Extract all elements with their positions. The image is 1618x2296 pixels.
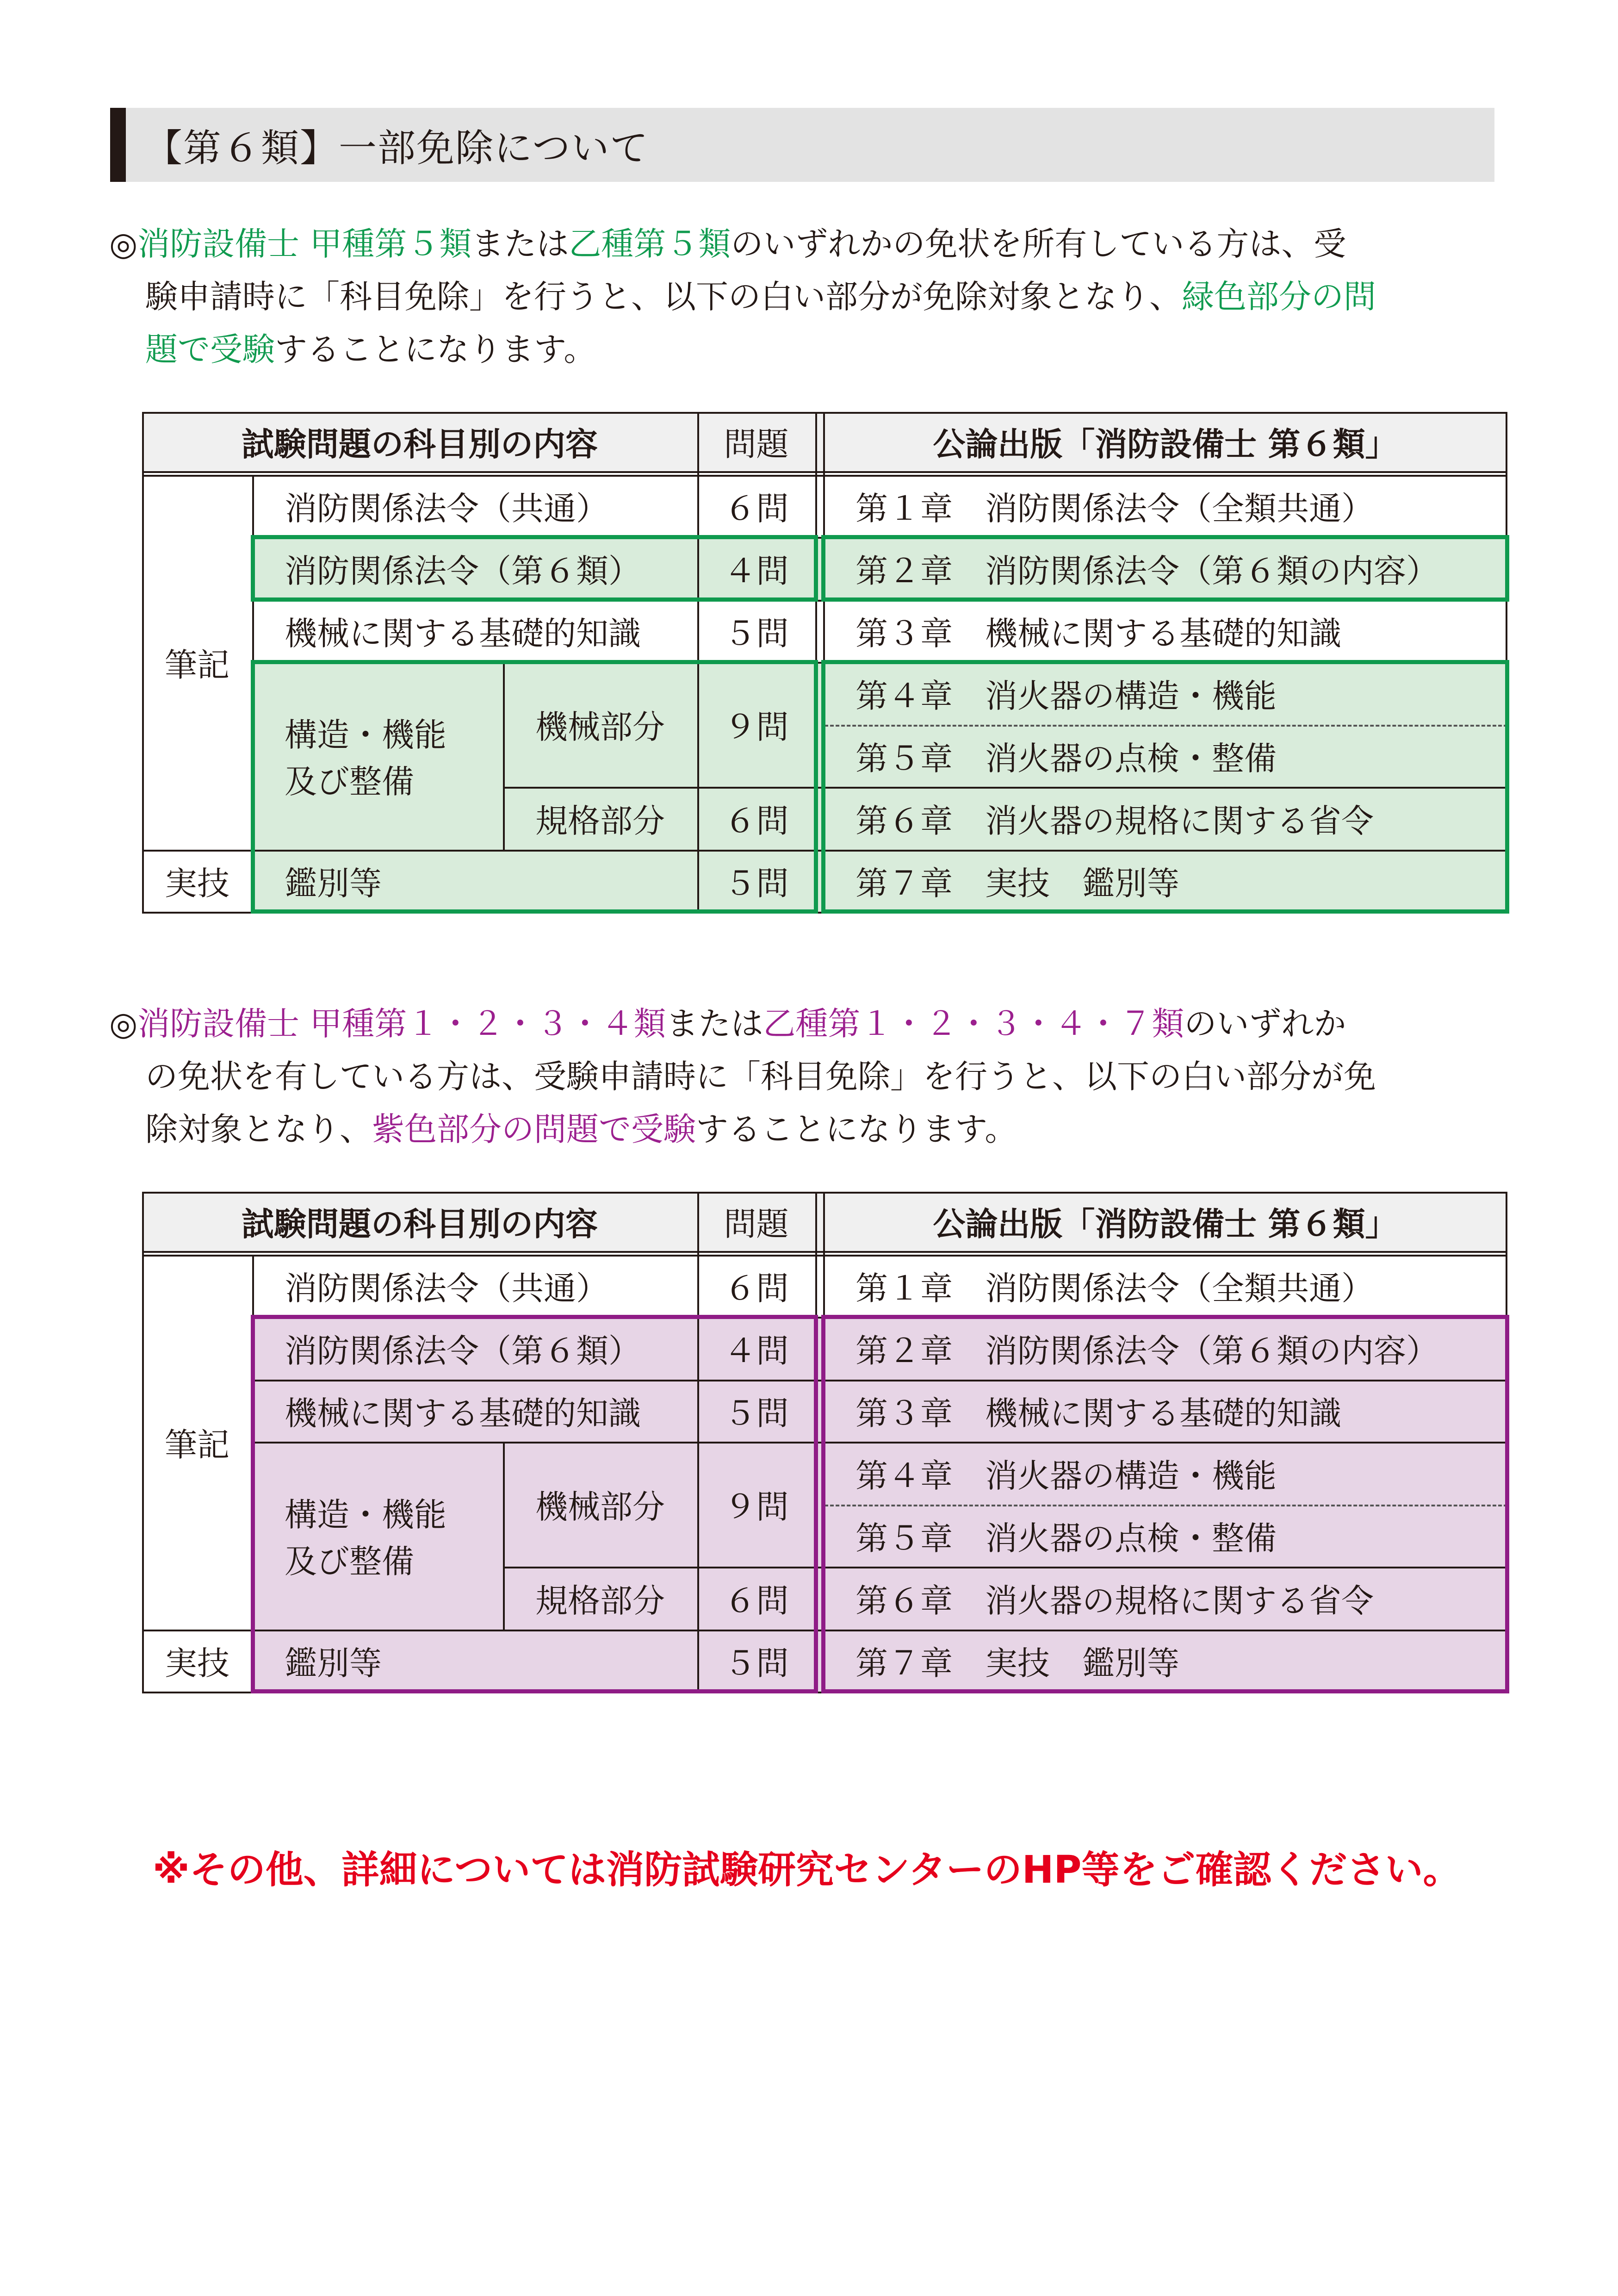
subject-row2: 消防関係法令（第６類） [285,552,641,590]
exempt-emphasis: 白い部分が免除対象 [761,278,1052,316]
chapter-row5: 第６章 消火器の規格に関する省令 [855,1581,1374,1620]
chapter-row3: 第３章 機械に関する基礎的知識 [855,614,1341,653]
category-jitsugi: 実技 [165,864,229,902]
subject-row3: 機械に関する基礎的知識 [285,1394,641,1432]
count-row4: ９問 [724,708,789,746]
count-row4: ９問 [724,1487,789,1526]
count-row2: ４問 [724,1332,789,1370]
count-row5: ６問 [724,1581,789,1620]
category-hikki: 筆記 [165,646,229,684]
category-hikki: 筆記 [165,1425,229,1464]
header-content: 試験問題の科目別の内容 [242,425,598,463]
subject-row3: 機械に関する基礎的知識 [285,614,641,653]
chapter-row1: 第１章 消防関係法令（全類共通） [855,489,1374,528]
heading-bar [110,108,126,182]
chapter-row2: 第２章 消防関係法令（第６類の内容） [855,552,1438,590]
chapter-row4: 第４章 消火器の構造・機能 [855,1456,1277,1495]
chapter-row3: 第３章 機械に関する基礎的知識 [855,1394,1341,1432]
subject-row6: 鑑別等 [285,1644,382,1682]
exam-table-green [142,412,1507,916]
header-book: 公論出版「消防設備士 第６類」 [933,1205,1398,1243]
count-row6: ５問 [724,864,789,902]
chapter-row4b: 第５章 消火器の点検・整備 [855,739,1277,778]
subject-row5: 規格部分 [535,1581,665,1620]
header-content: 試験問題の科目別の内容 [242,1205,598,1243]
count-row2: ４問 [724,552,789,590]
count-row6: ５問 [724,1644,789,1682]
category-jitsugi: 実技 [165,1644,229,1682]
section2-paragraph: ◎消防設備士 甲種第１・２・３・４類または乙種第１・２・３・４・７類のいずれか の免状を有している方は、受験申請時に「科目免除」を行うと、以下の白い部分が免 除対象となり、紫色部分の問題で受験することになります。 [109,1005,1376,1148]
count-row3: ５問 [724,614,789,653]
header-book: 公論出版「消防設備士 第６類」 [933,425,1398,463]
heading-title: 【第６類】一部免除について [144,126,649,170]
section-heading [110,108,1494,182]
subject-row6: 鑑別等 [285,864,382,902]
chapter-row4: 第４章 消火器の構造・機能 [855,677,1277,715]
count-row1: ６問 [724,489,789,528]
footer-note: ※その他、詳細については消防試験研究センターのHP等をご確認ください。 [153,1848,1461,1892]
kouzou-group: 構造・機能 及び整備 [285,716,446,801]
chapter-row2: 第２章 消防関係法令（第６類の内容） [855,1332,1438,1370]
subject-row4: 機械部分 [535,1487,665,1526]
count-row3: ５問 [724,1394,789,1432]
chapter-row5: 第６章 消火器の規格に関する省令 [855,802,1374,840]
subject-row1: 消防関係法令（共通） [285,1269,608,1307]
header-count: 問題 [724,425,789,463]
section1-paragraph: ◎消防設備士 甲種第５類または乙種第５類のいずれかの免状を所有している方は、受 験申請時に「科目免除」を行うと、以下の白い部分が免除対象となり、緑色部分の問 題で受験することになります。 [109,225,1376,368]
chapter-row6: 第７章 実技 鑑別等 [855,1644,1179,1682]
header-count: 問題 [724,1205,789,1243]
chapter-row6: 第７章 実技 鑑別等 [855,864,1179,902]
subject-row2: 消防関係法令（第６類） [285,1332,641,1370]
kouzou-group: 構造・機能 及び整備 [285,1496,446,1580]
subject-row5: 規格部分 [535,802,665,840]
chapter-row4b: 第５章 消火器の点検・整備 [855,1519,1277,1557]
count-row5: ６問 [724,802,789,840]
chapter-row1: 第１章 消防関係法令（全類共通） [855,1269,1374,1307]
count-row1: ６問 [724,1269,789,1307]
subject-row1: 消防関係法令（共通） [285,489,608,528]
subject-row4: 機械部分 [535,708,665,746]
exam-table-purple [142,1192,1507,1696]
